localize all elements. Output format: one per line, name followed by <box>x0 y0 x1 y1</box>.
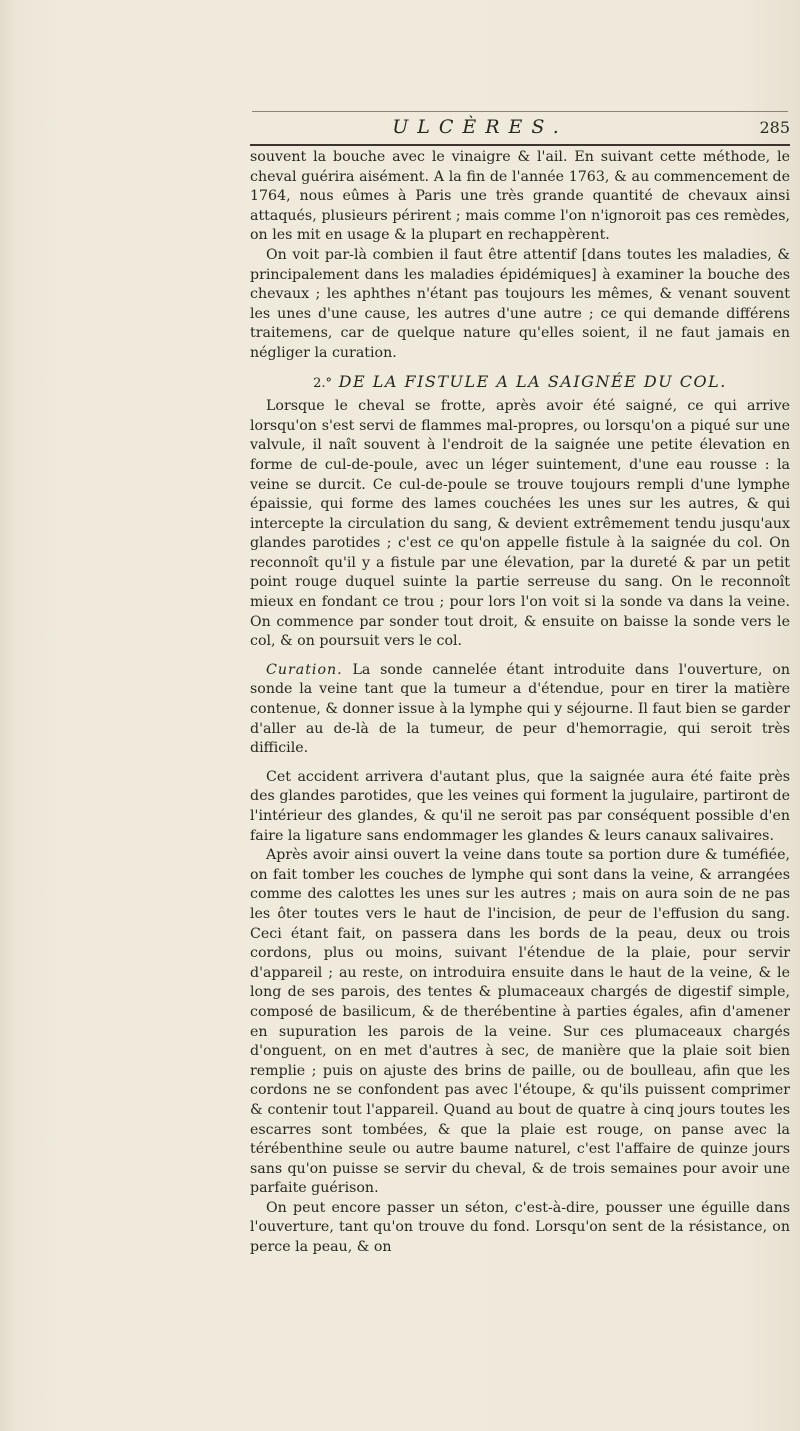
section-heading <box>250 372 790 394</box>
body-text <box>250 148 790 1258</box>
paragraph-gap <box>250 759 790 768</box>
paragraph-7: On peut encore passer un séton, c'est-à-dire, pousser une éguille dans l'ouverture, tant qu'on trouve du fond. Lorsqu'on sent de la résistance, on perce la peau, & on <box>250 1199 790 1256</box>
page-header <box>250 116 790 152</box>
paragraph-4 <box>250 661 790 759</box>
paragraph-1: souvent la bouche avec le vinaigre & l'ail. En suivant cette méthode, le cheval guérira aisément. A la fin de l'année 1763, & au commencement de 1764, nous eûmes à Paris une très grande quantité de chevaux ainsi attaqués, plusieurs périrent ; mais comme l'on n'ignoroit pas ces remèdes, on les mit en usage & la plupart en rechappèrent. <box>250 149 790 244</box>
curation-label: Curation. <box>266 661 343 678</box>
paragraph-4-text: La sonde cannelée étant introduite dans l'ouverture, on sonde la veine tant que la tumeur a d'étendue, pour en tirer la matière contenue, & donner issue à la lymphe qui y séjourne. Il faut bien se garder d'aller au de-là de la tumeur, de peur d'hemorragie, qui seroit très difficile. <box>250 661 790 757</box>
paragraph-6: Après avoir ainsi ouvert la veine dans toute sa portion dure & tuméfiée, on fait tomber les couches de lymphe qui sont dans la veine, & arrangées comme des calottes les unes sur les autres ; mais on aura soin de ne pas les ôter toutes vers le haut de l'incision, de peur de l'effusion du sang. Ceci étant fait, on passera dans les bords de la peau, deux ou trois cordons, plus ou moins, suivant l'étendue de la plaie, pour servir d'appareil ; au reste, on introduira ensuite dans le haut de la veine, & le long de ses parois, des tentes & plumaceaux chargés de digestif simple, composé de basilicum, & de therébentine à parties égales, afin d'amener en supuration les parois de la veine. Sur ces plumaceaux chargés d'onguent, on en met d'autres à sec, de manière que la plaie soit bien remplie ; puis on ajuste des brins de paille, ou de boulleau, afin que les cordons ne se confondent pas avec l'étoupe, & qu'ils puissent comprimer & contenir tout l'appareil. Quand au bout de quatre à cinq jours toutes les escarres sont tombées, & que la plaie est rouge, on panse avec la térébenthine seule ou autre baume naturel, c'est l'affaire de quinze jours sans qu'on puisse se servir du cheval, & de trois semaines pour avoir une parfaite guérison. <box>250 847 790 1197</box>
paragraph-2: On voit par-là combien il faut être attentif [dans toutes les maladies, & principalement dans les maladies épidémiques] à examiner la bouche des chevaux ; les aphthes n'étant pas toujours les mêmes, & venant souvent les unes d'une cause, les autres d'une autre ; ce qui demande différens traitemens, car de quelque nature qu'elles soient, il ne faut jamais en négliger la curation. <box>250 246 790 361</box>
section-title: DE LA FISTULE A LA SAIGNÉE DU COL. <box>338 371 727 391</box>
header-rule <box>250 144 790 146</box>
paragraph-gap <box>250 652 790 661</box>
paragraph-5: Cet accident arrivera d'autant plus, que la saignée aura été faite près des glandes parotides, que les veines qui forment la jugulaire, partiront de l'intérieur des glandes, & qu'il ne seroit pas par conséquent possible d'en faire la ligature sans endommager les glandes & leurs canaux salivaires. <box>250 768 790 844</box>
top-margin-line <box>252 111 788 112</box>
paragraph-3: Lorsque le cheval se frotte, après avoir été saigné, ce qui arrive lorsqu'on s'est servi de flammes mal-propres, ou lorsqu'on a piqué sur une valvule, il naît souvent à l'endroit de la saignée une petite élevation en forme de cul-de-poule, avec un léger suintement, d'une eau rousse : la veine se durcit. Ce cul-de-poule se trouve toujours rempli d'une lymphe épaissie, qui forme des lames couchées les unes sur les autres, & qui intercepte la circulation du sang, & devient extrêmement tendu jusqu'aux glandes parotides ; c'est ce qu'on appelle fistule à la saignée du col. On reconnoît qu'il y a fistule par une élevation, par la dureté & par un petit point rouge duquel suinte la partie serreuse du sang. On le reconnoît mieux en fondant ce trou ; pour lors l'on voit si la sonde va dans la veine. On commence par sonder tout droit, & ensuite on baisse la sonde vers le col, & on poursuit vers le col. <box>250 398 790 650</box>
section-number: 2.° <box>313 375 333 391</box>
page-number: 285 <box>759 118 790 137</box>
running-head: ULCÈRES. <box>392 116 568 138</box>
